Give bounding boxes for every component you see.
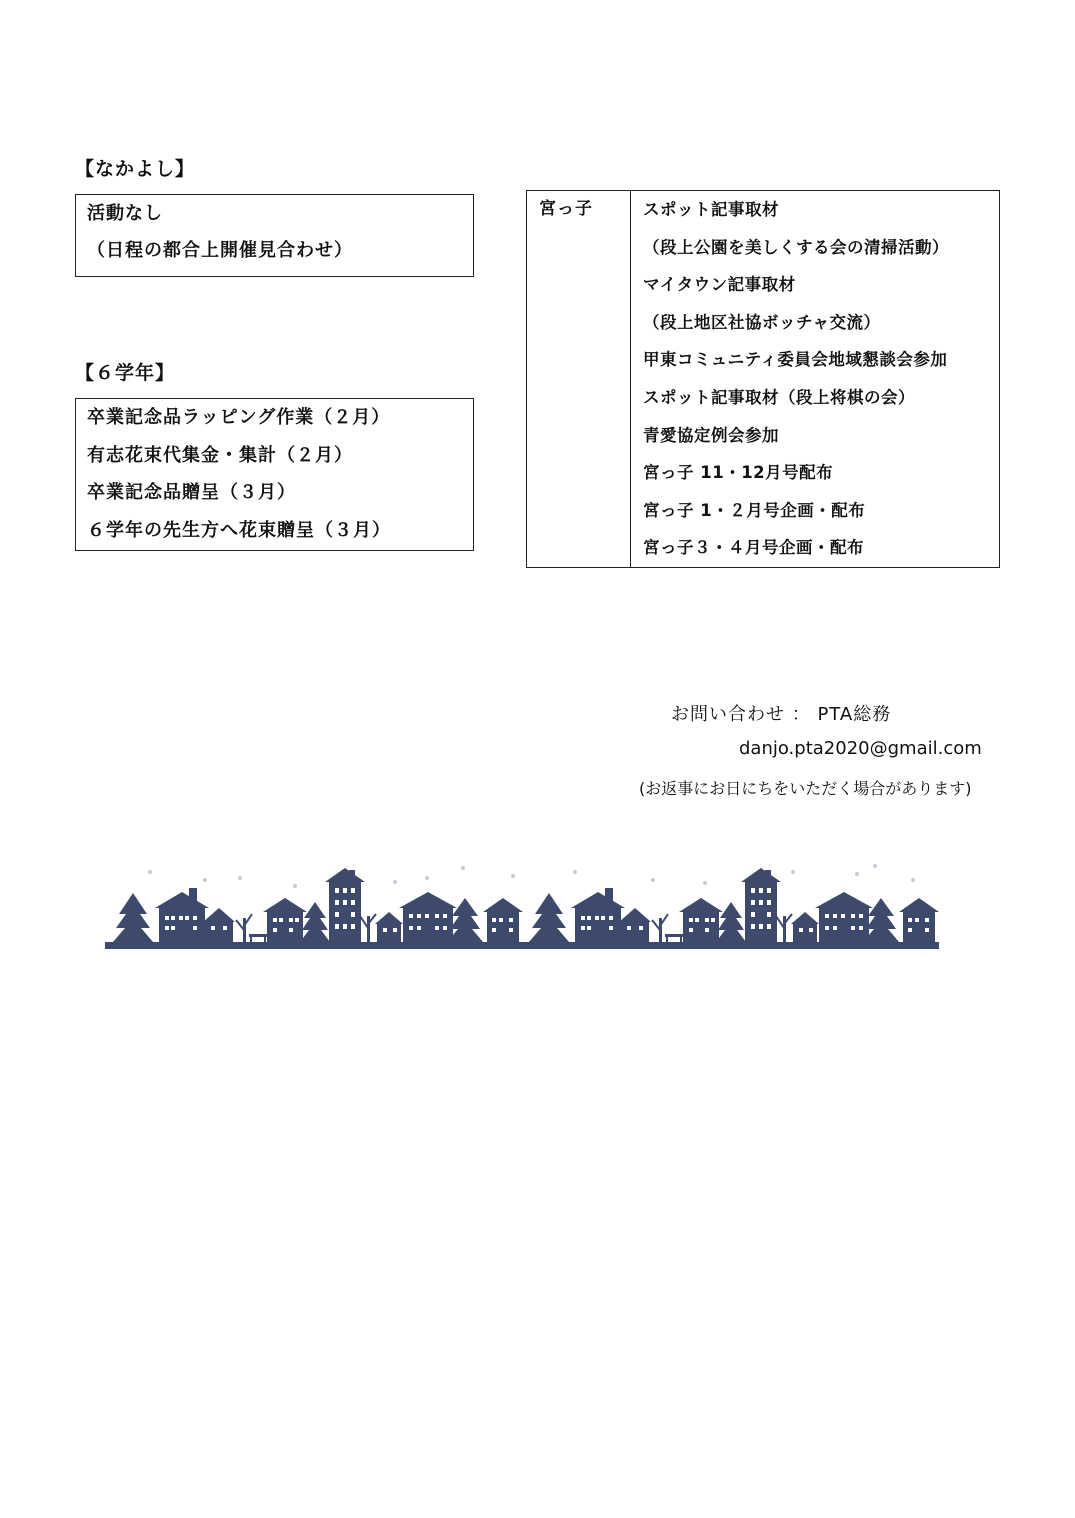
miyakko-item: 宮っ子 11・12月号配布 (643, 463, 834, 483)
miyakko-item: 甲東コミュニティ委員会地域懇談会参加 (643, 350, 948, 370)
miyakko-items-cell (631, 191, 999, 567)
miyakko-item: 宮っ子 1・２月号企画・配布 (643, 500, 866, 520)
nakayoshi-heading: 【なかよし】 (75, 158, 196, 180)
miyakko-item: スポット記事取材 (643, 200, 779, 219)
grade6-line: 卒業記念品贈呈（３月） (87, 482, 296, 503)
grade6-heading: 【６学年】 (75, 362, 176, 384)
miyakko-item: 青愛協定例会参加 (643, 425, 779, 445)
contact-note: (お返事にお日にちをいただく場合があります) (639, 779, 972, 798)
miyakko-label: 宮っ子 (539, 199, 593, 219)
grade6-line: 有志花束代集金・集計（２月） (87, 444, 353, 466)
townscape-silhouette-icon (105, 858, 940, 953)
contact-email[interactable]: danjo.pta2020@gmail.com (739, 738, 982, 759)
miyakko-table (526, 190, 1000, 568)
nakayoshi-box (75, 194, 474, 277)
grade6-box (75, 398, 474, 551)
nakayoshi-line: 活動なし (87, 203, 163, 224)
grade6-line: 卒業記念品ラッピング作業（２月） (87, 407, 391, 428)
miyakko-item: スポット記事取材（段上将棋の会） (643, 387, 915, 407)
miyakko-item: （段上公園を美しくする会の清掃活動） (643, 237, 949, 257)
miyakko-item: 宮っ子３・４月号企画・配布 (643, 538, 864, 558)
nakayoshi-line: （日程の都合上開催見合わせ） (87, 240, 353, 261)
miyakko-label-cell (527, 191, 631, 567)
grade6-line: ６学年の先生方へ花束贈呈（３月） (87, 519, 391, 541)
contact-label: お問い合わせ ： PTA総務 (671, 704, 892, 725)
miyakko-item: （段上地区社協ボッチャ交流） (643, 312, 881, 332)
miyakko-item: マイタウン記事取材 (643, 275, 796, 295)
